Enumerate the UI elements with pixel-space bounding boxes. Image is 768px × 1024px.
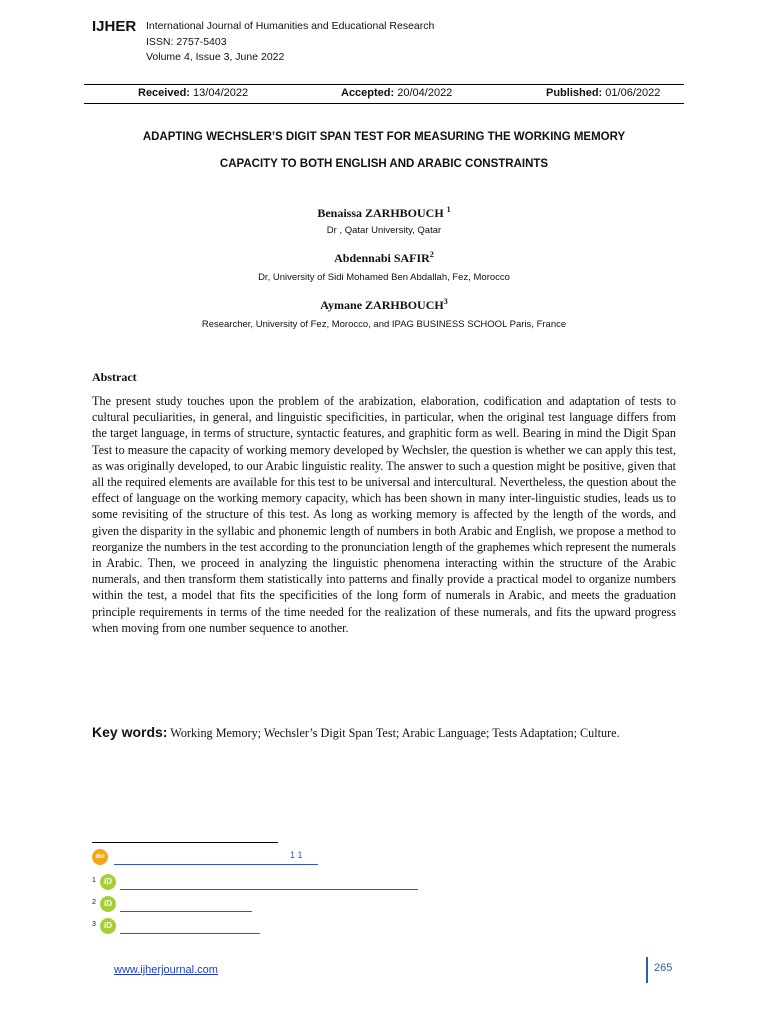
paper-title-line2: CAPACITY TO BOTH ENGLISH AND ARABIC CONSTRAINTS — [219, 158, 549, 170]
orcid-footnote-1 — [92, 874, 432, 892]
footnote-mark-2: 2 — [92, 899, 96, 906]
orcid-icon[interactable]: iD — [100, 896, 116, 912]
doi-link[interactable] — [114, 864, 318, 865]
orcid-icon[interactable]: iD — [100, 874, 116, 890]
accepted-date: Accepted: 20/04/2022 — [341, 87, 453, 99]
orcid-link-3[interactable] — [120, 933, 260, 934]
orcid-link-1[interactable] — [120, 889, 418, 890]
dates-bar — [84, 84, 684, 104]
journal-volume: Volume 4, Issue 3, June 2022 — [146, 51, 285, 63]
affiliation-1: Dr , Qatar University, Qatar — [326, 225, 442, 236]
footnote-rule — [92, 842, 278, 843]
journal-meta — [146, 19, 434, 66]
abstract-text: The present study touches upon the problem of the arabization, elaboration, codification and adaptation of tests to cultural peculiarities, in general, and linguistic specificities, in particular, when the original test language differs from the target language, in terms of structure, syntactic features, and graphitic form as well. Bearing in mind the Digit Span Test to measure the capacity of working memory developed by Wechsler, the question is whether we can apply this test, as was originally developed, to our Arabic linguistic reality. The answer to such a question might be positive, given that all the required elements are available for this test to be universal and intercultural. Nevertheless, the question about the effect of language on the working memory capacity, which has been shown in many inter-linguistic studies, leads us to some revisiting of the structure of this test. As long as working memory is affected by the length of the words, and given the disparity in the syllabic and phonemic length of numbers in both Arabic and English, we propose a method to reorganize the numbers in the test according to the pronunciation length of the graphemes which represent the numerals in Arabic. Then, we proceed in analyzing the linguistic phenomena interacting within the structure of the Arabic numerals, and then transform them statistically into patterns and finally provide a practical model to organize numbers within the test, a model that fits the specificities of the long form of numerals in Arabic, and meets the graduation principle requirements in terms of the time needed for the realization of these numerals, and fits the upward progress when moving from one number sequence to another. — [92, 394, 676, 635]
paper-title-line1: ADAPTING WECHSLER’S DIGIT SPAN TEST FOR MEASURING THE WORKING MEMORY — [142, 131, 626, 143]
doi-suffix: 1 1 — [290, 850, 303, 860]
received-date: Received: 13/04/2022 — [138, 87, 249, 99]
doi-icon: doi — [92, 849, 108, 865]
author-2: Abdennabi SAFIR$^2$ — [334, 250, 434, 265]
journal-abbr: IJHER — [92, 18, 137, 35]
author-1: Benaissa ZARHBOUCH $^1$ — [317, 205, 451, 220]
doi-footnote — [92, 849, 322, 867]
orcid-footnote-2 — [92, 896, 272, 914]
footnote-mark-1: 1 — [92, 877, 96, 884]
published-date: Published: 01/06/2022 — [546, 87, 661, 99]
page-number: 265 — [654, 962, 673, 974]
affiliation-3: Researcher, University of Fez, Morocco, and IPAG BUSINESS SCHOOL Paris, France — [201, 319, 567, 330]
keywords-label: Key words: — [92, 724, 168, 740]
journal-website-link[interactable]: www.ijherjournal.com — [114, 964, 218, 976]
keywords — [92, 724, 676, 742]
author-3: Aymane ZARHBOUCH$^3$ — [320, 297, 448, 312]
journal-issn: ISSN: 2757-5403 — [146, 35, 227, 48]
affiliation-2: Dr, University of Sidi Mohamed Ben Abdallah, Fez, Morocco — [258, 272, 510, 283]
keywords-text: Working Memory; Wechsler’s Digit Span Test; Arabic Language; Tests Adaptation; Culture. — [167, 726, 620, 740]
page-number-bar — [646, 957, 648, 983]
footnote-mark-3: 3 — [92, 921, 96, 928]
orcid-footnote-3 — [92, 918, 272, 936]
orcid-link-2[interactable] — [120, 911, 252, 912]
abstract-heading: Abstract — [92, 370, 137, 384]
orcid-icon[interactable]: iD — [100, 918, 116, 934]
journal-name: International Journal of Humanities and Educational Research — [146, 20, 435, 32]
